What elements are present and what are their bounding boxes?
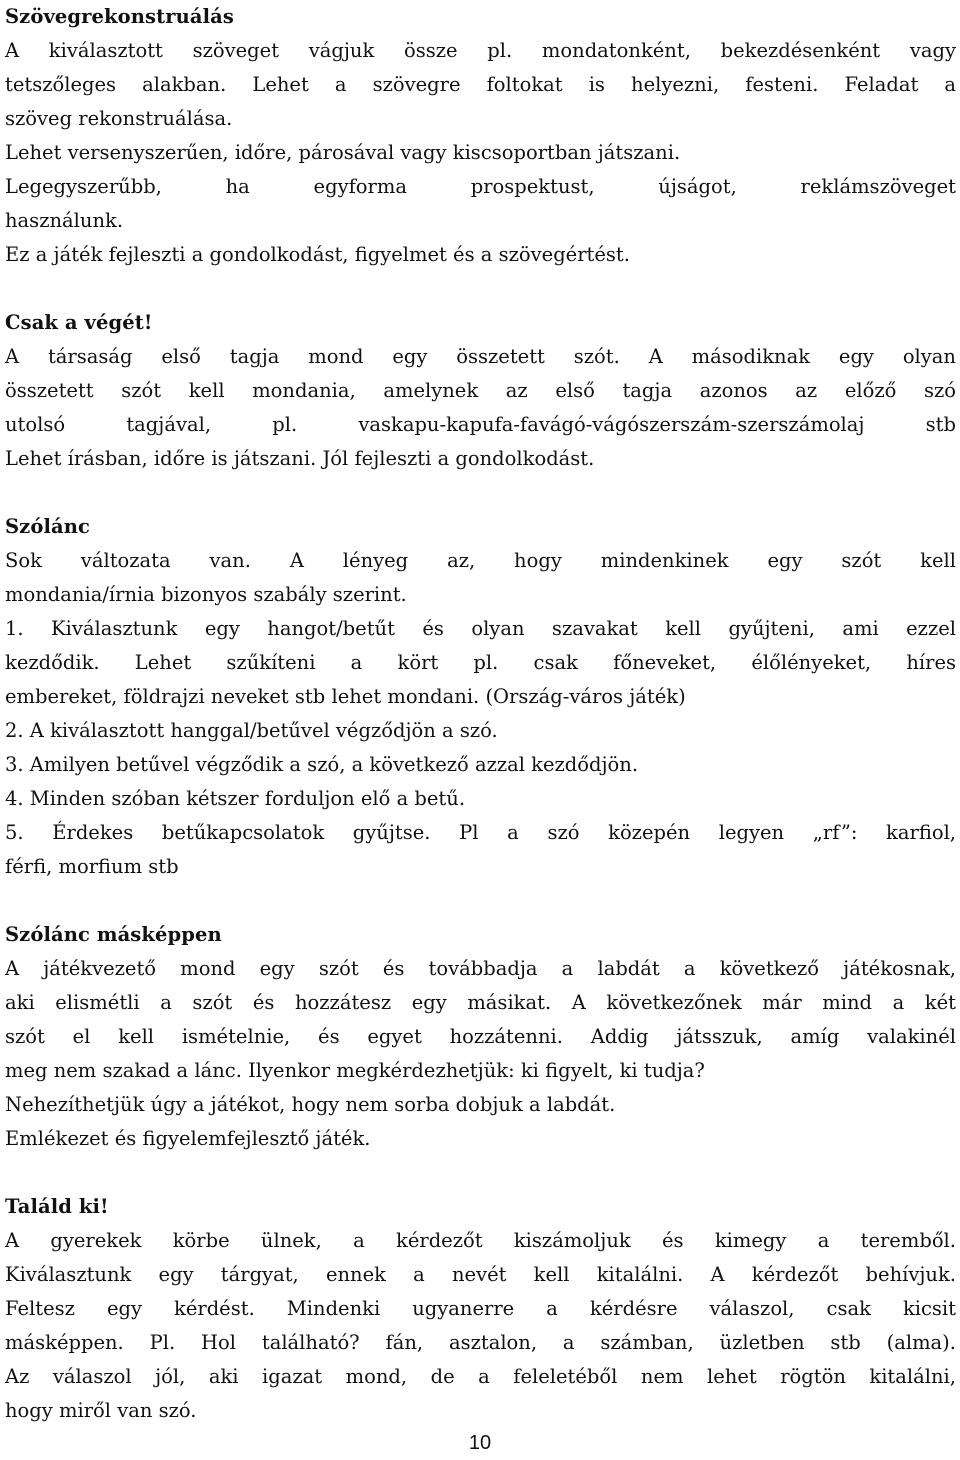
- paragraph-line: A kiválasztott szöveget vágjuk össze pl. mondatonként, bekezdésenként vagy: [5, 39, 956, 62]
- paragraph-line: Nehezíthetjük úgy a játékot, hogy nem sorba dobjuk a labdát.: [5, 1093, 616, 1116]
- paragraph-line: A játékvezető mond egy szót és továbbadja a labdát a következő játékosnak,: [5, 957, 956, 980]
- section-szolanc: [5, 510, 956, 884]
- list-item: 4. Minden szóban kétszer forduljon elő a betű.: [5, 787, 466, 810]
- paragraph-line: hogy miről van szó.: [5, 1399, 197, 1422]
- paragraph-line: mondania/írnia bizonyos szabály szerint.: [5, 583, 407, 606]
- blank-line: [5, 884, 956, 918]
- section-heading: Szólánc másképpen: [5, 923, 222, 946]
- paragraph-line: Lehet versenyszerűen, időre, párosával vagy kiscsoportban játszani.: [5, 141, 681, 164]
- section-heading: Szólánc: [5, 515, 90, 538]
- section-szolanc-maskeppen: [5, 918, 956, 1156]
- paragraph-line: Lehet írásban, időre is játszani. Jól fejleszti a gondolkodást.: [5, 447, 595, 470]
- paragraph-line: Feltesz egy kérdést. Mindenki ugyanerre a kérdésre válaszol, csak kicsit: [5, 1297, 956, 1320]
- paragraph-line: Kiválasztunk egy tárgyat, ennek a nevét kell kitalálni. A kérdezőt behívjuk.: [5, 1263, 956, 1286]
- paragraph-line: Az válaszol jól, aki igazat mond, de a feleletéből nem lehet rögtön kitalálni,: [5, 1365, 956, 1388]
- section-heading: Csak a végét!: [5, 311, 153, 334]
- paragraph-line: meg nem szakad a lánc. Ilyenkor megkérdezhetjük: ki figyelt, ki tudja?: [5, 1059, 705, 1082]
- paragraph-line: aki elismétli a szót és hozzátesz egy másikat. A következőnek már mind a két: [5, 991, 956, 1014]
- paragraph-line: 1. Kiválasztunk egy hangot/betűt és olyan szavakat kell gyűjteni, ami ezzel: [5, 617, 956, 640]
- paragraph-line: embereket, földrajzi neveket stb lehet mondani. (Ország-város játék): [5, 685, 686, 708]
- document-page: [5, 0, 956, 1428]
- section-szovegrekonstrualas: [5, 0, 956, 272]
- paragraph-line: kezdődik. Lehet szűkíteni a kört pl. csak főneveket, élőlényeket, híres: [5, 651, 956, 674]
- paragraph-line: A gyerekek körbe ülnek, a kérdezőt kiszámoljuk és kimegy a teremből.: [5, 1229, 956, 1252]
- paragraph-line: utolsó tagjával, pl. vaskapu-kapufa-favágó-vágószerszám-szerszámolaj stb: [5, 413, 956, 436]
- paragraph-line: használunk.: [5, 209, 124, 232]
- blank-line: [5, 1156, 956, 1190]
- paragraph-line: másképpen. Pl. Hol található? fán, asztalon, a számban, üzletben stb (alma).: [5, 1331, 956, 1354]
- list-item: 5. Érdekes betűkapcsolatok gyűjtse. Pl a szó közepén legyen „rf”: karfiol,: [5, 821, 956, 844]
- paragraph-line: Ez a játék fejleszti a gondolkodást, figyelmet és a szövegértést.: [5, 243, 630, 266]
- paragraph-line: szöveg rekonstruálása.: [5, 107, 233, 130]
- paragraph-line: Legegyszerűbb, ha egyforma prospektust, újságot, reklámszöveget: [5, 175, 956, 198]
- blank-line: [5, 476, 956, 510]
- paragraph-line: tetszőleges alakban. Lehet a szövegre foltokat is helyezni, festeni. Feladat a: [5, 73, 956, 96]
- section-heading: Szövegrekonstruálás: [5, 5, 234, 28]
- paragraph-line: összetett szót kell mondania, amelynek az első tagja azonos az előző szó: [5, 379, 956, 402]
- list-item: 2. A kiválasztott hanggal/betűvel végződjön a szó.: [5, 719, 498, 742]
- page-number: 10: [468, 1432, 492, 1454]
- paragraph-line: férfi, morfium stb: [5, 855, 179, 878]
- paragraph-line: Emlékezet és figyelemfejlesztő játék.: [5, 1127, 371, 1150]
- list-item: 3. Amilyen betűvel végződik a szó, a következő azzal kezdődjön.: [5, 753, 639, 776]
- paragraph-line: Sok változata van. A lényeg az, hogy mindenkinek egy szót kell: [5, 549, 956, 572]
- blank-line: [5, 272, 956, 306]
- paragraph-line: szót el kell ismételnie, és egyet hozzátenni. Addig játsszuk, amíg valakinél: [5, 1025, 956, 1048]
- section-heading: Találd ki!: [5, 1195, 109, 1218]
- section-csak-a-veget: [5, 306, 956, 476]
- paragraph-line: A társaság első tagja mond egy összetett szót. A másodiknak egy olyan: [5, 345, 956, 368]
- section-talald-ki: [5, 1190, 956, 1428]
